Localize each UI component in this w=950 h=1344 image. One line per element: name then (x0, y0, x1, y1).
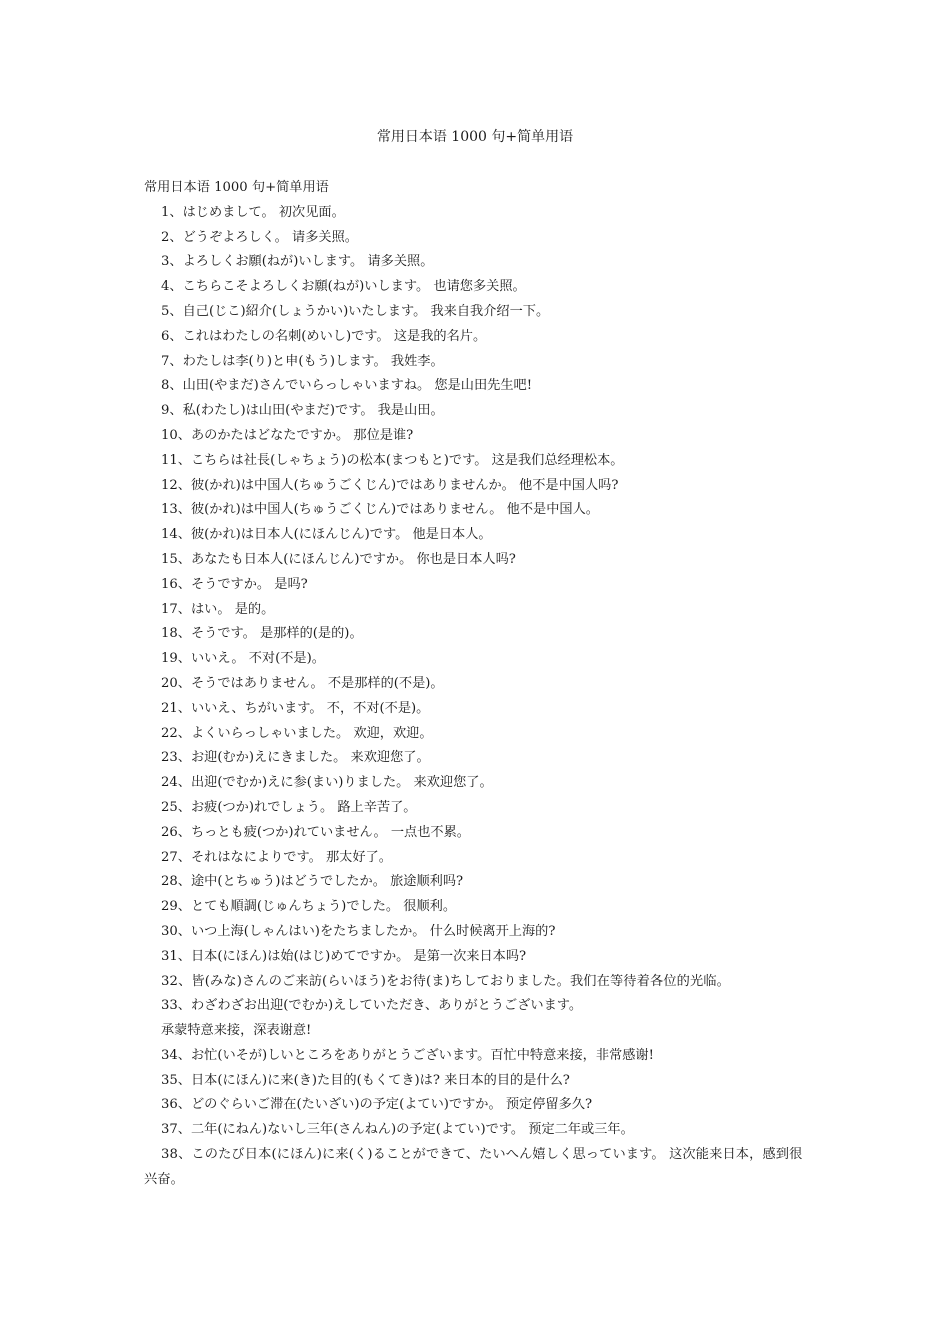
phrase-line: 34、お忙(いそが)しいところをありがとうございます。百忙中特意来接，非常感谢! (161, 1047, 654, 1063)
phrase-line: 37、二年(にねん)ないし三年(さんねん)の予定(よてい)です。 预定二年或三年。 (161, 1122, 634, 1138)
phrase-line: 18、そうです。 是那样的(是的)。 (161, 626, 363, 642)
document-title: 常用日本语 1000 句+简单用语 (376, 129, 574, 145)
phrase-line: 4、こちらこそよろしくお願(ねが)いします。 也请您多关照。 (161, 279, 526, 295)
phrase-line: 33、わざわざお出迎(でむか)えしていただき、ありがとうございます。 (161, 998, 583, 1014)
phrase-line: 36、どのぐらいご滞在(たいざい)の予定(よてい)ですか。 预定停留多久? (161, 1097, 593, 1113)
phrase-line: 24、出迎(でむか)えに参(まい)りました。 来欢迎您了。 (161, 775, 493, 791)
phrase-line: 11、こちらは社長(しゃちょう)の松本(まつもと)です。 这是我们总经理松本。 (161, 452, 624, 468)
phrase-line: 6、これはわたしの名刺(めいし)です。 这是我的名片。 (161, 328, 487, 344)
phrase-line: 23、お迎(むか)えにきました。 来欢迎您了。 (161, 750, 430, 766)
phrase-line: 38、このたび日本(にほん)に来(く)ることができて、たいへん嬉しく思っています。 这次能来日本，感到很兴奋。 (144, 1147, 803, 1187)
phrase-line: 8、山田(やまだ)さんでいらっしゃいますね。 您是山田先生吧! (161, 378, 533, 394)
phrase-line: 27、それはなによりです。 那太好了。 (161, 849, 392, 865)
phrase-line: 28、途中(とちゅう)はどうでしたか。 旅途顺利吗? (161, 874, 464, 890)
phrase-line: 20、そうではありません。 不是那样的(不是)。 (161, 675, 444, 691)
phrase-line: 7、わたしは李(り)と申(もう)します。 我姓李。 (161, 353, 444, 369)
body-heading: 常用日本语 1000 句+简单用语 (144, 180, 329, 195)
phrase-line: 22、よくいらっしゃいました。 欢迎，欢迎。 (161, 725, 433, 741)
phrase-line: 29、とても順調(じゅんちょう)でした。 很顺利。 (161, 899, 457, 915)
phrase-line: 2、どうぞよろしく。 请多关照。 (161, 229, 358, 245)
phrase-line: 32、皆(みな)さんのご来訪(らいほう)をお待(ま)ちしておりました。我们在等待着各位的光临。 (161, 973, 731, 989)
document-body (144, 176, 812, 1193)
phrase-line: 1、はじめまして。 初次见面。 (161, 204, 345, 220)
phrase-line: 9、私(わたし)は山田(やまだ)です。 我是山田。 (161, 403, 444, 419)
phrase-line: 12、彼(かれ)は中国人(ちゅうごくじん)ではありませんか。 他不是中国人吗? (161, 477, 619, 493)
phrase-line: 17、はい。 是的。 (161, 601, 275, 617)
phrase-line: 承蒙特意来接，深表谢意! (161, 1023, 312, 1039)
phrase-line: 13、彼(かれ)は中国人(ちゅうごくじん)ではありません。 他不是中国人。 (161, 502, 599, 518)
phrase-line: 30、いつ上海(しゃんはい)をたちましたか。 什么时候离开上海的? (161, 923, 556, 939)
phrase-line: 21、いいえ、ちがいます。 不，不对(不是)。 (161, 700, 430, 716)
phrase-line: 15、あなたも日本人(にほんじん)ですか。 你也是日本人吗? (161, 551, 516, 567)
phrase-line: 26、ちっとも疲(つか)れていません。 一点也不累。 (161, 824, 470, 840)
phrase-line: 16、そうですか。 是吗? (161, 576, 308, 592)
phrase-line: 31、日本(にほん)は始(はじ)めてですか。 是第一次来日本吗? (161, 948, 527, 964)
phrase-line: 35、日本(にほん)に来(き)た目的(もくてき)は? 来日本的目的是什么? (161, 1072, 570, 1088)
phrase-line: 5、自己(じこ)紹介(しょうかい)いたします。 我来自我介绍一下。 (161, 303, 550, 319)
phrase-line: 10、あのかたはどなたですか。 那位是谁? (161, 427, 414, 443)
phrase-line: 19、いいえ。 不对(不是)。 (161, 651, 325, 667)
phrase-line: 14、彼(かれ)は日本人(にほんじん)です。 他是日本人。 (161, 527, 492, 543)
phrase-line: 25、お疲(つか)れでしょう。 路上辛苦了。 (161, 799, 417, 815)
phrase-line: 3、よろしくお願(ねが)いします。 请多关照。 (161, 254, 434, 270)
